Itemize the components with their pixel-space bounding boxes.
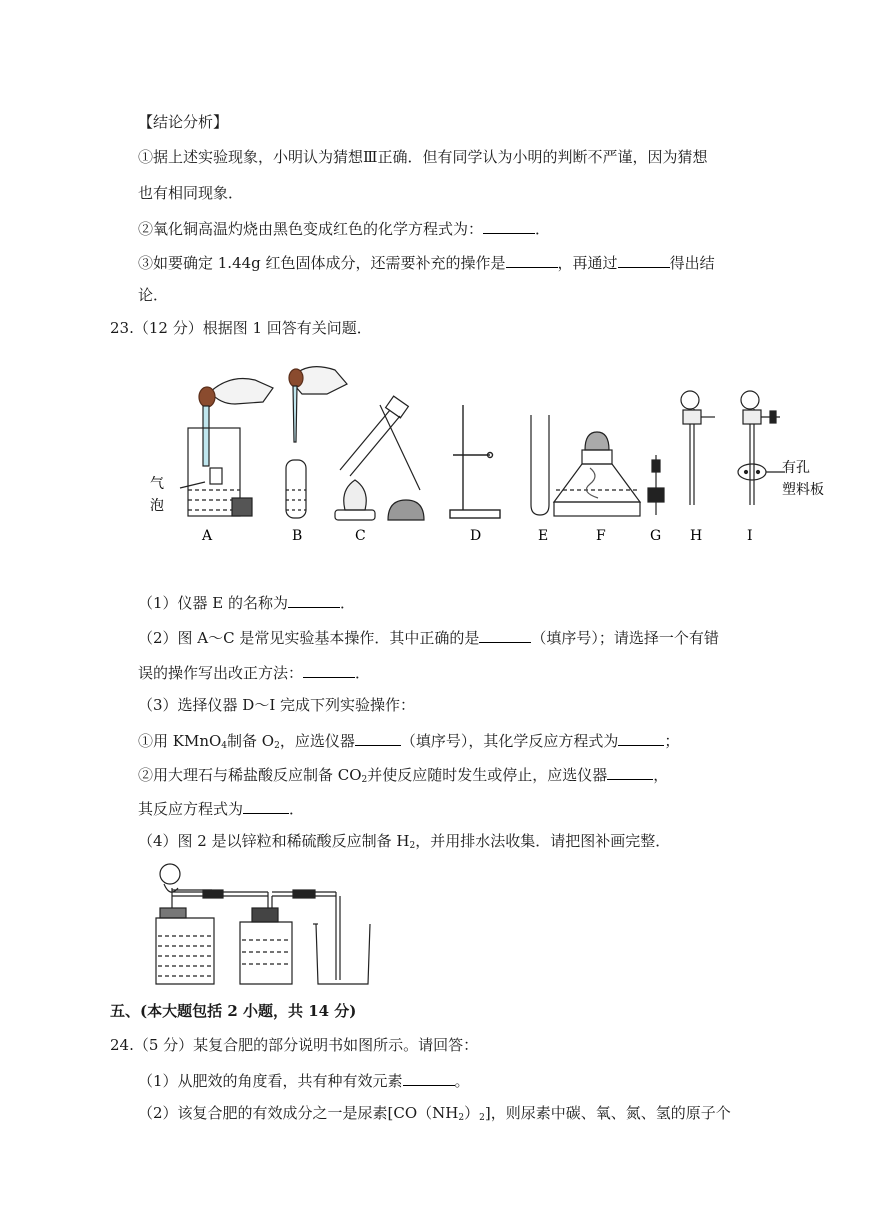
conclusion-item3-line1: [138, 251, 715, 273]
conclusion-item1-line1: ①据上述实验现象，小明认为猜想Ⅲ正确．但有同学认为小明的判断不严谨，因为猜想: [138, 148, 708, 166]
answer-blank[interactable]: [618, 251, 670, 268]
q23-p2-text2: （填序号）；请选择一个有错: [531, 629, 719, 647]
q23-p3-2a: ②用大理石与稀盐酸反应制备 CO: [138, 766, 362, 784]
answer-blank[interactable]: [479, 626, 531, 643]
label-bubble-2: 泡: [150, 498, 164, 514]
answer-blank[interactable]: [607, 763, 653, 780]
conclusion-item2: [138, 217, 550, 239]
conclusion-item3-text: ③如要确定 1.44g 红色固体成分，还需要补充的操作是: [138, 254, 506, 272]
subscript: 2: [458, 1113, 465, 1123]
q24-p1-end: 。: [454, 1072, 470, 1090]
conclusion-item1-line2: 也有相同现象．: [138, 184, 244, 202]
apparatus-h: [681, 391, 715, 505]
answer-blank[interactable]: [403, 1069, 455, 1086]
figure-label-b: B: [292, 528, 303, 544]
q23-p1-text: （1）仪器 E 的名称为: [138, 594, 289, 612]
subscript: 2: [409, 841, 416, 851]
conclusion-heading: 【结论分析】: [138, 113, 229, 131]
q23-p3-1b: 制备 O: [227, 732, 275, 750]
figure-label-e: E: [538, 528, 549, 544]
q23-p3-2b: 并使反应随时发生或停止，应选仪器: [367, 766, 608, 784]
figure-label-c: C: [355, 528, 366, 544]
answer-blank[interactable]: [243, 797, 289, 814]
q24-p2-a: （2）该复合肥的有效成分之一是尿素[CO（NH: [138, 1104, 459, 1122]
figure-label-f: F: [596, 528, 606, 544]
q23-p4-b: ，并用排水法收集．请把图补画完整．: [415, 832, 671, 850]
answer-blank[interactable]: [506, 251, 558, 268]
conclusion-item3-end: 得出结: [669, 254, 715, 272]
q23-p2-text: （2）图 A～C 是常见实验基本操作．其中正确的是: [138, 629, 480, 647]
q24-title: 24.（5 分）某复合肥的部分说明书如图所示。请回答：: [110, 1036, 479, 1054]
figure-label-d: D: [470, 528, 482, 544]
q23-p3-2c: ，: [653, 766, 669, 784]
figure-label-a: A: [202, 528, 213, 544]
q23-p2-line1: [138, 626, 719, 648]
q23-p1: [138, 591, 355, 613]
answer-blank[interactable]: [303, 661, 355, 678]
figure-2-apparatus: [148, 860, 388, 992]
q23-p3-1c: ，应选仪器: [279, 732, 355, 750]
q24-p1-text: （1）从肥效的角度看，共有种有效元素: [138, 1072, 403, 1090]
subscript: 2: [479, 1113, 485, 1123]
apparatus-g: [648, 455, 664, 515]
q23-p4: [138, 831, 670, 856]
q23-p3-1a: ①用 KMnO: [138, 732, 222, 750]
label-plate-2: 塑料板: [782, 482, 824, 498]
conclusion-item3-mid: ，再通过: [557, 254, 618, 272]
answer-blank[interactable]: [288, 591, 340, 608]
figure-label-g: G: [650, 528, 662, 544]
subscript: 2: [274, 741, 280, 751]
q23-p3-2d: 其反应方程式为: [138, 800, 244, 818]
q23-p3-2e: ．: [289, 800, 305, 818]
apparatus-b: [286, 367, 347, 518]
apparatus-d: [450, 405, 500, 518]
apparatus-i: [738, 391, 785, 505]
q23-p3-item2-line1: [138, 763, 668, 790]
q24-p2: [138, 1103, 731, 1128]
q23-p3: （3）选择仪器 D～I 完成下列实验操作：: [138, 696, 416, 714]
q23-title: 23.（12 分）根据图 1 回答有关问题．: [110, 319, 372, 337]
q23-p3-item2-line2: [138, 797, 304, 819]
section5-heading: 五、(本大题包括 2 小题，共 14 分): [110, 1002, 357, 1020]
q23-p1-end: ．: [340, 594, 356, 612]
q23-p2-line2: [138, 661, 370, 683]
label-plate-1: 有孔: [782, 460, 810, 476]
answer-blank[interactable]: [618, 729, 664, 746]
apparatus-c: [335, 396, 424, 520]
conclusion-item2-text: ②氧化铜高温灼烧由黑色变成红色的化学方程式为：: [138, 220, 484, 238]
q23-p4-a: （4）图 2 是以锌粒和稀硫酸反应制备 H: [138, 832, 410, 850]
subscript: 2: [361, 775, 368, 785]
q23-p2b-text: 误的操作写出改正方法：: [138, 664, 304, 682]
label-bubble-1: 气: [150, 476, 164, 492]
conclusion-item2-end: ．: [535, 220, 551, 238]
q23-p3-1e: ；: [664, 732, 680, 750]
answer-blank[interactable]: [483, 217, 535, 234]
figure-label-h: H: [690, 528, 703, 544]
subscript: 4: [221, 741, 228, 751]
apparatus-a: [180, 379, 273, 517]
q24-p2-b: ）: [464, 1104, 480, 1122]
apparatus-f: [554, 432, 640, 516]
figure-label-i: I: [747, 528, 753, 544]
figure-1-apparatus: [150, 350, 850, 550]
q24-p1: [138, 1069, 470, 1091]
answer-blank[interactable]: [355, 729, 401, 746]
q23-p2b-end: ．: [355, 664, 371, 682]
apparatus-e: [531, 415, 549, 515]
q23-p3-item1: [138, 729, 679, 756]
separatory-funnel-bulb: [160, 864, 180, 884]
q24-p2-c: ]，则尿素中碳、氧、氮、氢的原子个: [484, 1104, 731, 1122]
q23-p3-1d: （填序号），其化学反应方程式为: [400, 732, 619, 750]
conclusion-item3-line2: 论．: [138, 286, 169, 304]
